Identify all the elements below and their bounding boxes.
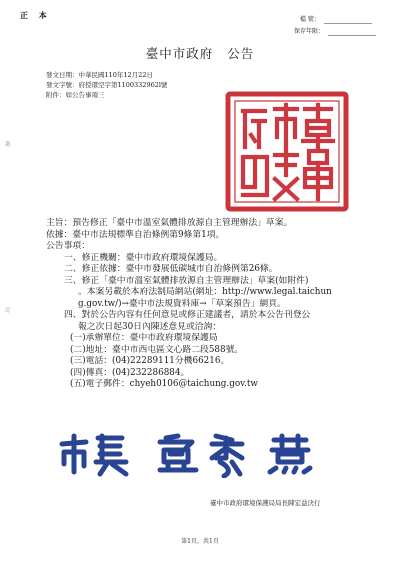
issue-date: 發文日期：中華民國110年12月22日 — [46, 71, 153, 79]
mayor-signature-stamp — [56, 432, 346, 478]
page-indicator: 第1頁，共1頁 — [181, 538, 219, 545]
announcement-body — [46, 218, 376, 391]
item-draft-revision-cont: g.gov.tw/)→臺中市法規資料庫→「草案預告」網頁。 — [78, 298, 286, 309]
item-revision-basis: 二、修正依據：臺中市發展低碳城市自治條例第26條。 — [64, 264, 278, 274]
item-comments: 四、對於公告內容有任何意見或修正建議者，請於本公告刊登公 — [64, 310, 311, 320]
attachment-note: 附件：如公告事項三 — [46, 91, 105, 99]
item-revising-agency: 一、修正機關：臺中市政府環境保護局。 — [64, 252, 223, 263]
copy-label: 正 本 — [20, 10, 51, 20]
legal-basis-line: 依據：臺中市法規標準自治條例第9條第1項。 — [46, 229, 225, 240]
contact-office: (一)承辦單位：臺中市政府環境保護局 — [70, 333, 218, 343]
approving-official: 臺中市政府環境保護局局長陳宏益決行 — [210, 499, 321, 507]
binding-margin-mark: 訂 — [5, 308, 11, 314]
file-number-label: 檔 號： — [300, 16, 320, 23]
file-number-field — [300, 16, 372, 24]
contact-address: (二)地址：臺中市西屯區文心路二段588號。 — [70, 344, 244, 355]
issuing-organization: 臺中市政府 — [145, 46, 214, 61]
official-seal-stamp — [225, 91, 349, 212]
document-type: 公告 — [227, 46, 255, 61]
retention-field — [294, 28, 376, 36]
item-comments-cont: 報之次日起30日內陳述意見或洽詢： — [78, 321, 222, 332]
contact-email: (五)電子郵件：chyeh0106@taichung.gov.tw — [70, 379, 258, 389]
document-number: 發文字號：府授環空字第1100332962l號 — [46, 81, 168, 89]
document-title — [0, 44, 400, 62]
retention-label: 保存年限： — [294, 28, 325, 35]
binding-margin-mark: 裝 — [5, 142, 11, 148]
item-draft-revision: 三、修正「臺中市溫室氣體排放源自主管理辦法」草案(如附件) — [64, 275, 309, 286]
items-heading: 公告事項： — [46, 241, 90, 251]
document-metadata — [46, 70, 167, 100]
item-draft-revision-cont: 。本案另載於本府法制局網站(網址：http://www.legal.taichun — [78, 287, 332, 297]
subject-line: 主旨：預告修正「臺中市溫室氣體排放源自主管理辦法」草案。 — [46, 218, 293, 228]
contact-fax: (四)傳真：(04)232286884。 — [70, 367, 190, 378]
contact-phone: (三)電話：(04)22289111分機66216。 — [70, 356, 230, 366]
